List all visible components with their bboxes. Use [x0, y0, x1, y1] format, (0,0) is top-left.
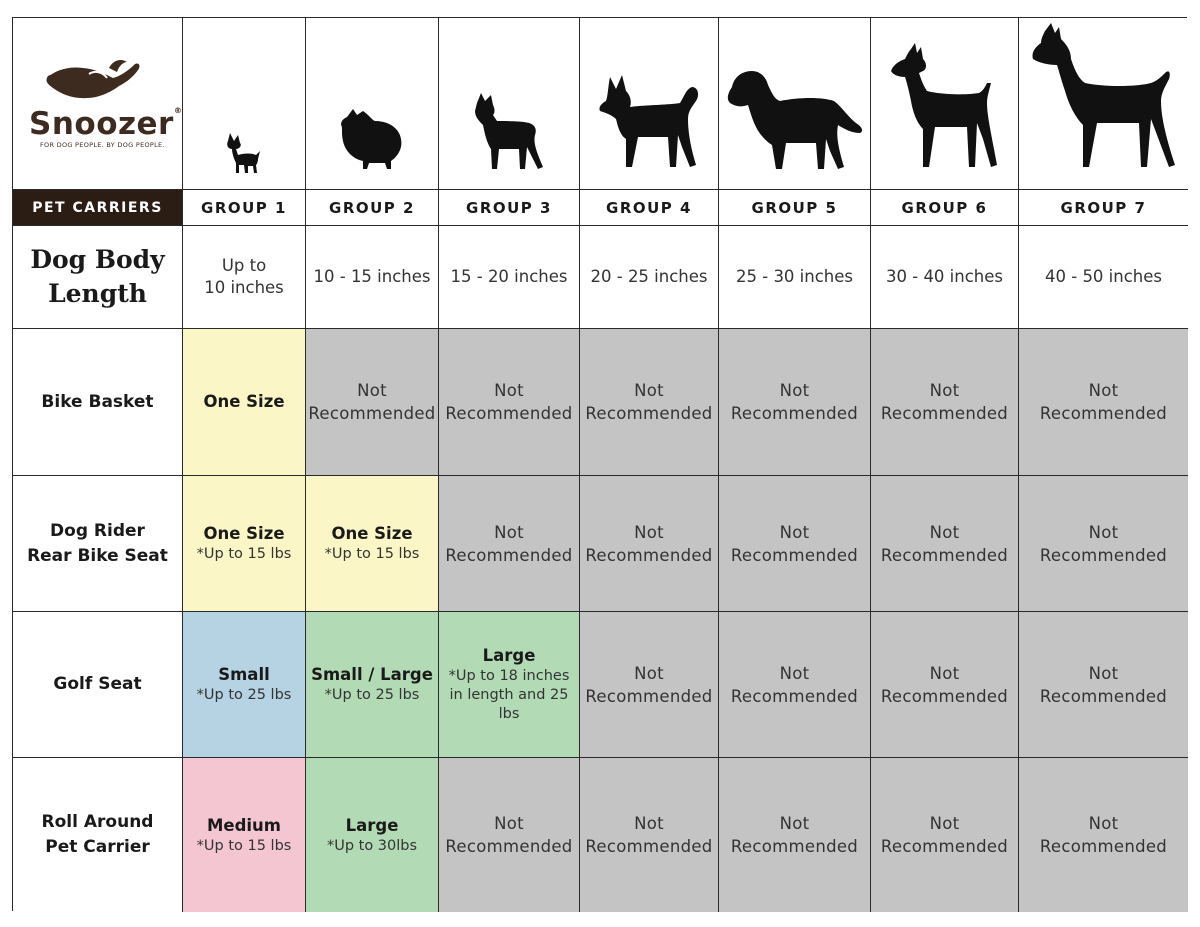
- not-recommended-text: Not: [1088, 522, 1119, 542]
- dog-image-group-7: [1019, 18, 1188, 190]
- dog-body-length-line1: Dog Body: [30, 245, 165, 274]
- product-label-row-4: [13, 758, 183, 912]
- not-recommended-text: Not: [494, 814, 524, 833]
- pet-carriers-header: PET CARRIERS: [13, 190, 183, 226]
- size-title: Large: [345, 815, 399, 835]
- not-recommended-text: Recommended: [880, 837, 1009, 856]
- group-header-3: GROUP 3: [439, 190, 580, 226]
- size-cell-row-4-group-3: [439, 758, 580, 912]
- not-recommended-text: Not: [634, 522, 664, 542]
- size-chart-table: [12, 17, 1187, 911]
- size-cell-row-3-group-7: [1019, 612, 1188, 758]
- product-label-text: Bike Basket: [41, 391, 154, 412]
- not-recommended-text: Recommended: [730, 686, 859, 706]
- size-note: *Up to 15 lbs: [196, 837, 292, 854]
- size-note: *Up to 15 lbs: [324, 546, 420, 562]
- not-recommended-text: Not: [929, 663, 960, 683]
- body-length-group-6: [871, 226, 1019, 329]
- golden-retriever-silhouette-icon: [726, 67, 864, 171]
- not-recommended-text: Not: [634, 814, 664, 833]
- logo-tagline: FOR DOG PEOPLE. BY DOG PEOPLE.: [40, 141, 165, 149]
- dog-body-length-line2: Length: [48, 279, 147, 308]
- body-length-group-7: [1019, 226, 1188, 329]
- husky-silhouette-icon: [598, 73, 700, 171]
- size-cell-row-1-group-5: [719, 329, 871, 476]
- size-cell-row-1-group-1: [183, 329, 306, 476]
- not-recommended-text: Not: [634, 663, 664, 683]
- size-cell-row-1-group-2: [306, 329, 439, 476]
- body-length-text: 40 - 50 inches: [1045, 267, 1162, 286]
- product-label-text: Rear Bike Seat: [27, 545, 168, 566]
- not-recommended-text: Recommended: [1039, 545, 1168, 565]
- product-label-row-3: [13, 612, 183, 758]
- size-cell-row-2-group-4: [580, 476, 719, 612]
- group-header-5: GROUP 5: [719, 190, 871, 226]
- not-recommended-text: Recommended: [445, 545, 573, 565]
- size-cell-row-2-group-6: [871, 476, 1019, 612]
- size-cell-row-4-group-6: [871, 758, 1019, 912]
- size-title: One Size: [203, 392, 285, 411]
- body-length-group-5: [719, 226, 871, 329]
- not-recommended-text: Not: [494, 522, 524, 542]
- not-recommended-text: Recommended: [880, 686, 1009, 706]
- not-recommended-text: Recommended: [585, 837, 713, 856]
- not-recommended-text: Recommended: [585, 404, 713, 423]
- logo-cell: [13, 18, 183, 190]
- not-recommended-text: Not: [1088, 381, 1119, 400]
- size-cell-row-1-group-7: [1019, 329, 1188, 476]
- size-cell-row-1-group-3: [439, 329, 580, 476]
- boston-terrier-silhouette-icon: [473, 91, 545, 171]
- body-length-text: 15 - 20 inches: [450, 267, 568, 286]
- size-title: Medium: [206, 815, 282, 835]
- not-recommended-text: Not: [779, 381, 810, 400]
- size-title: One Size: [331, 524, 413, 543]
- size-note: in length and 25 lbs: [449, 687, 569, 722]
- product-label-text: Roll Around: [41, 812, 154, 832]
- size-cell-row-2-group-5: [719, 476, 871, 612]
- product-label-text: Golf Seat: [53, 674, 142, 694]
- size-title: Large: [482, 646, 536, 665]
- body-length-group-2: [306, 226, 439, 329]
- chihuahua-silhouette-icon: [224, 131, 264, 175]
- size-cell-row-4-group-7: [1019, 758, 1188, 912]
- size-cell-row-2-group-2: [306, 476, 439, 612]
- group-header-2: GROUP 2: [306, 190, 439, 226]
- product-label-row-2: [13, 476, 183, 612]
- group-header-1: GROUP 1: [183, 190, 306, 226]
- size-cell-row-2-group-7: [1019, 476, 1188, 612]
- dog-image-group-5: [719, 18, 871, 190]
- size-note: *Up to 30lbs: [326, 837, 418, 854]
- size-cell-row-3-group-1: [183, 612, 306, 758]
- not-recommended-text: Recommended: [1039, 404, 1168, 423]
- dog-image-group-6: [871, 18, 1019, 190]
- not-recommended-text: Recommended: [730, 545, 859, 565]
- size-title: One Size: [203, 524, 285, 543]
- not-recommended-text: Not: [929, 381, 960, 400]
- dog-image-group-3: [439, 18, 580, 190]
- size-cell-row-4-group-2: [306, 758, 439, 912]
- body-length-text: 30 - 40 inches: [886, 267, 1003, 286]
- size-note: *Up to 25 lbs: [196, 687, 292, 703]
- not-recommended-text: Recommended: [1039, 686, 1168, 706]
- body-length-text: 20 - 25 inches: [590, 267, 708, 286]
- size-cell-row-4-group-1: [183, 758, 306, 912]
- body-length-text: 25 - 30 inches: [736, 267, 853, 286]
- dog-image-group-1: [183, 18, 306, 190]
- not-recommended-text: Recommended: [730, 404, 859, 423]
- not-recommended-text: Not: [634, 381, 664, 400]
- not-recommended-text: Recommended: [585, 686, 713, 706]
- body-length-group-4: [580, 226, 719, 329]
- size-title: Small: [218, 665, 270, 684]
- not-recommended-text: Recommended: [880, 545, 1009, 565]
- size-cell-row-3-group-6: [871, 612, 1019, 758]
- not-recommended-text: Not: [1088, 814, 1119, 833]
- not-recommended-text: Not: [1088, 663, 1119, 683]
- body-length-text: 10 inches: [204, 278, 284, 297]
- product-label-text: Pet Carrier: [45, 837, 150, 857]
- size-cell-row-2-group-1: [183, 476, 306, 612]
- group-header-4: GROUP 4: [580, 190, 719, 226]
- size-cell-row-4-group-5: [719, 758, 871, 912]
- dog-body-length-label: [13, 226, 183, 329]
- size-note: *Up to 25 lbs: [324, 687, 420, 703]
- not-recommended-text: Recommended: [730, 837, 859, 856]
- not-recommended-text: Recommended: [445, 837, 573, 856]
- not-recommended-text: Not: [779, 814, 810, 833]
- body-length-text: Up to: [221, 256, 267, 275]
- pomeranian-silhouette-icon: [339, 107, 405, 173]
- size-title: Small / Large: [311, 665, 433, 684]
- not-recommended-text: Recommended: [1039, 837, 1168, 856]
- size-cell-row-4-group-4: [580, 758, 719, 912]
- group-header-7: GROUP 7: [1019, 190, 1188, 226]
- size-note: *Up to 15 lbs: [196, 546, 292, 562]
- product-label-text: Dog Rider: [50, 520, 145, 541]
- size-cell-row-1-group-4: [580, 329, 719, 476]
- size-cell-row-1-group-6: [871, 329, 1019, 476]
- not-recommended-text: Not: [929, 522, 960, 542]
- size-cell-row-3-group-2: [306, 612, 439, 758]
- body-length-text: 10 - 15 inches: [313, 267, 431, 286]
- not-recommended-text: Recommended: [880, 404, 1009, 423]
- not-recommended-text: Recommended: [585, 545, 713, 565]
- dog-image-group-4: [580, 18, 719, 190]
- dog-logo-icon: [43, 56, 153, 104]
- body-length-group-3: [439, 226, 580, 329]
- not-recommended-text: Recommended: [445, 404, 573, 423]
- logo-wordmark: Snoozer®: [29, 106, 183, 142]
- dog-image-group-2: [306, 18, 439, 190]
- doberman-silhouette-icon: [891, 43, 999, 171]
- body-length-group-1: [183, 226, 306, 329]
- size-cell-row-3-group-5: [719, 612, 871, 758]
- size-cell-row-3-group-3: [439, 612, 580, 758]
- not-recommended-text: Not: [357, 381, 387, 400]
- size-note: *Up to 18 inches: [448, 668, 570, 684]
- great-dane-silhouette-icon: [1031, 21, 1177, 171]
- not-recommended-text: Recommended: [308, 404, 436, 423]
- product-label-row-1: [13, 329, 183, 476]
- not-recommended-text: Not: [929, 814, 960, 833]
- not-recommended-text: Not: [779, 663, 810, 683]
- not-recommended-text: Not: [494, 381, 524, 400]
- group-header-6: GROUP 6: [871, 190, 1019, 226]
- size-cell-row-2-group-3: [439, 476, 580, 612]
- size-cell-row-3-group-4: [580, 612, 719, 758]
- not-recommended-text: Not: [779, 522, 810, 542]
